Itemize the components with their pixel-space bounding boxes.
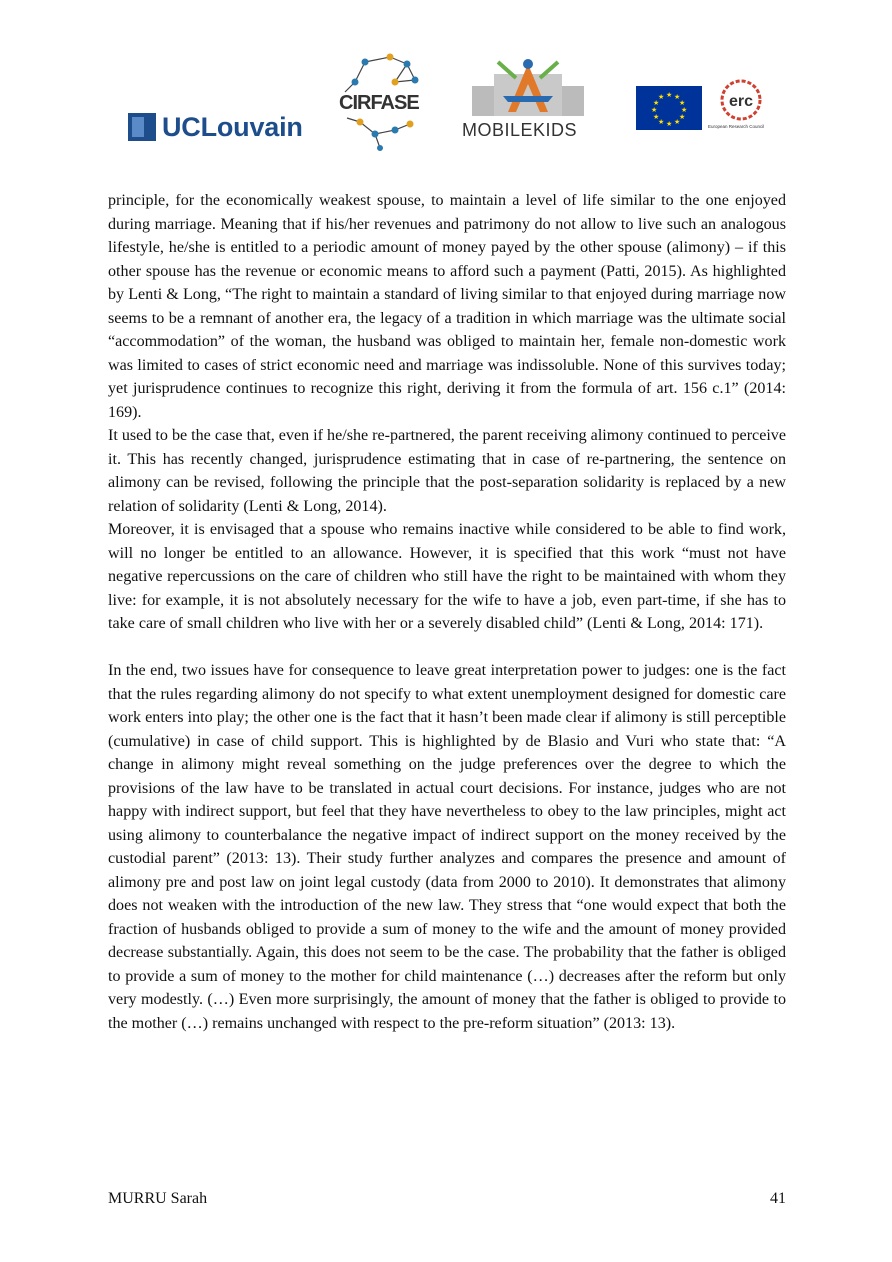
- uclouvain-logo-text: UCLouvain: [162, 111, 303, 142]
- document-body: [108, 189, 786, 1035]
- svg-text:★: ★: [666, 120, 673, 128]
- svg-text:★: ★: [666, 91, 673, 99]
- svg-text:★: ★: [674, 93, 681, 101]
- svg-text:★: ★: [681, 106, 688, 114]
- paragraph: It used to be the case that, even if he/she re-partnered, the parent receiving alimony continued to perceive it. This has recently changed, jurisprudence estimating that in case of re-partnering, the sentence on alimony can be revised, following the principle that the post-separation solidarity is replaced by a new relation of solidarity (Lenti & Long, 2014).: [108, 427, 786, 515]
- erc-logo-subtitle: European Research Council: [708, 124, 765, 129]
- footer-author: MURRU Sarah: [108, 1190, 208, 1207]
- uclouvain-mark-icon: [128, 113, 156, 141]
- mobilekids-logo: [458, 56, 598, 142]
- svg-text:★: ★: [651, 106, 658, 114]
- svg-text:★: ★: [679, 99, 686, 107]
- svg-text:★: ★: [658, 93, 665, 101]
- cirfase-logo-text: CIRFASE: [339, 92, 419, 114]
- page-number: 41: [770, 1190, 786, 1207]
- paragraph: Moreover, it is envisaged that a spouse who remains inactive while considered to be able to find work, will no longer be entitled to an allowance. However, it is specified that this work “must not have negative repercussions on the care of children who still have the right to be maintained with whom they live: for example, it is not absolutely necessary for the wife to have a job, even part-time, if she has to take care of small children who live with her or a severely disabled child” (Lenti & Long, 2014: 171).: [108, 521, 786, 632]
- paragraph: principle, for the economically weakest spouse, to maintain a level of life similar to the one enjoyed during marriage. Meaning that if his/her revenues and patrimony do not allow to live such an analogous lifestyle, he/she is entitled to a periodic amount of money payed by the other spouse (alimony) – if this other spouse has the revenue or economic means to afford such a payment (Patti, 2015). As highlighted by Lenti & Long, “The right to maintain a standard of living similar to that enjoyed during marriage now seems to be a remnant of another era, the legacy of a tradition in which marriage was the ultimate social “accommodation” of the woman, the husband was obliged to maintain her, female non-domestic work was limited to cases of strict economic need and marriage was indissoluble. None of this survives today; yet jurisprudence continues to recognize this right, deriving it from the formula of art. 156 c.1” (2014: 169).: [108, 192, 786, 421]
- uclouvain-logo: [128, 110, 303, 144]
- svg-text:erc: erc: [728, 93, 754, 110]
- svg-text:★: ★: [674, 118, 681, 126]
- mobilekids-figure-icon: [458, 56, 598, 120]
- page-footer: [108, 1190, 786, 1208]
- mobilekids-logo-text: MOBILEKIDS: [462, 120, 578, 140]
- svg-text:★: ★: [658, 118, 665, 126]
- erc-logo: [706, 78, 776, 140]
- eu-flag-icon: [636, 86, 702, 130]
- paragraph: In the end, two issues have for consequence to leave great interpretation power to judges: one is the fact that the rules regarding alimony do not specify to what extent unemployment designed for domestic care work enters into play; the other one is the fact that it hasn’t been made clear if alimony is still perceptible (cumulative) in case of child support. This is highlighted by de Blasio and Vuri who state that: “A change in alimony might reveal something on the judge preferences over the degree to which the provisions of the law have to be translated in actual court decisions. For instance, judges who are not happy with indirect support, but feel that they have nevertheless to obey to the law principles, might act using alimony to counterbalance the negative impact of indirect support on the money received by the custodial parent” (2013: 13). Their study further analyzes and compares the presence and amount of alimony pre and post law on joint legal custody (data from 2000 to 2010). It demonstrates that alimony does not weaken with the introduction of the new law. They stress that “one would expect that both the fraction of husbands obliged to provide a sum of money to the wife and the amount of money provided decrease substantially. Again, this does not seem to be the case. The probability that the father is obliged to provide a sum of money to the mother for child maintenance (…) decreases after the reform but only very modestly. (…) Even more surprisingly, the amount of money that the father is obliged to provide to the mother (…) remains unchanged with respect to the pre-reform situation” (2013: 13).: [108, 662, 786, 1032]
- svg-text:★: ★: [653, 113, 660, 121]
- svg-text:★: ★: [653, 99, 660, 107]
- page-header: [0, 0, 892, 160]
- svg-text:★: ★: [679, 113, 686, 121]
- erc-mark-icon: [706, 78, 776, 124]
- cirfase-logo: [335, 52, 435, 152]
